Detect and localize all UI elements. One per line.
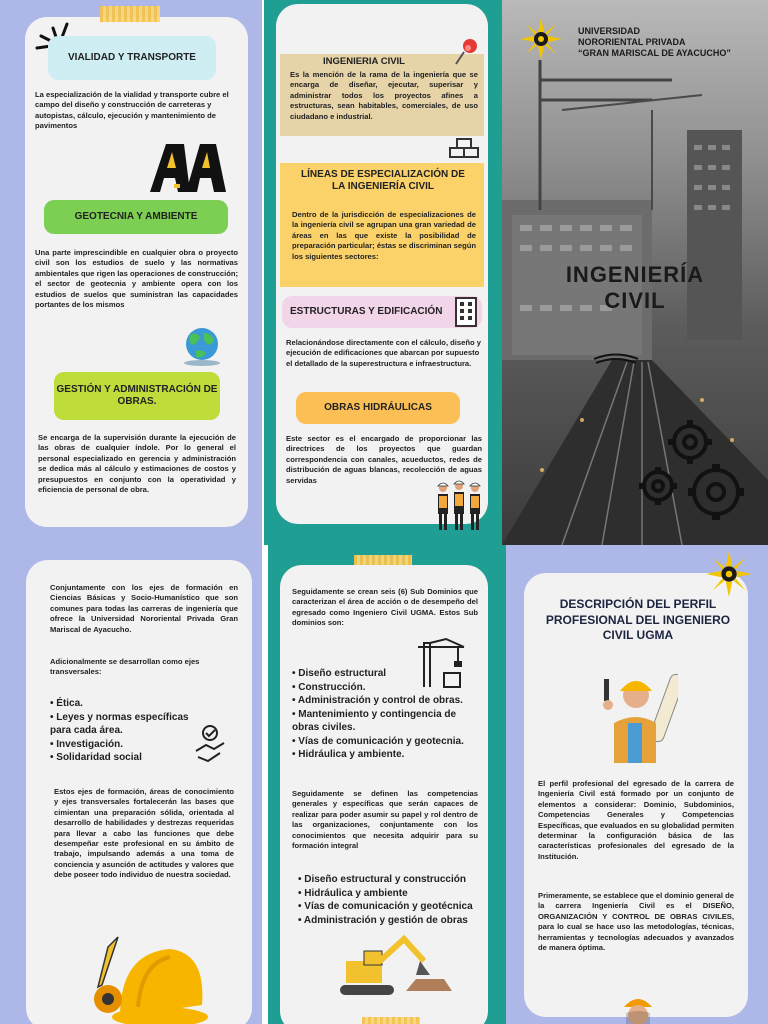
- university-line-2: NORORIENTAL PRIVADA: [578, 37, 686, 47]
- list-item: • Administración y control de obras.: [292, 694, 482, 708]
- university-logo-icon: [706, 551, 752, 597]
- competencies-list: [298, 873, 488, 927]
- list-item: • Solidaridad social: [50, 751, 200, 765]
- geotecnia-label: GEOTECNIA Y AMBIENTE: [44, 200, 228, 234]
- lineas-label: LÍNEAS DE ESPECIALIZACIÓN DE LA INGENIERÍA CIVIL: [301, 169, 465, 192]
- list-item: • Hidráulica y ambiente: [298, 887, 488, 901]
- subdomains-list: [292, 667, 482, 762]
- engineer-icon: [598, 663, 678, 763]
- pushpin-icon: [454, 38, 480, 66]
- list-item: • Diseño estructural y construcción: [298, 873, 488, 887]
- list-item: • Ética.: [50, 697, 200, 711]
- obras-text: Este sector es el encargado de proporcionar las directrices de los proyectos que guardan correspondencia con canales, acueductos, redes de distribución de aguas blancas, recolección de aguas servidas: [286, 434, 482, 485]
- panel-cover: [502, 0, 768, 545]
- estructuras-text: Relacionándose directamente con el cálculo, diseño y ejecución de edificaciones que abarcan por supuesto el detallado de la superestructura e infraestructura.: [286, 338, 481, 368]
- list-item: • Leyes y normas específicas para cada área.: [50, 711, 200, 738]
- globe-icon: [180, 325, 224, 367]
- geotecnia-text: Una parte imprescindible en cualquier obra o proyecto civil son los estudios de suelo y las normativas ambientales que rigen las operaciones de construcción; el sector de geotecnia y ambiente opera con los estudios de suelos que suministran las capacidades portantes de los mismos: [35, 248, 238, 310]
- profile-paragraph-1: El perfil profesional del egresado de la carrera de Ingeniería Civil está formado por un conjunto de elementos a considerar: Dominio, Subdominios, Competencias Generales y Competencias Específicas, que evaluados en su globalidad permiten determinar la configuración básica de las características profesionales del egresado de la Institución.: [538, 779, 734, 861]
- panel-bottom-left: [0, 545, 262, 1024]
- building-icon: [454, 296, 478, 328]
- profile-title: DESCRIPCIÓN DEL PERFIL PROFESIONAL DEL INGENIERO CIVIL UGMA: [545, 597, 731, 642]
- gestion-text: Se encarga de la supervisión durante la ejecución de las obras de cualquier índole. Por lo general el personal especializado en gerencia y administración se dedica más al cálculo y estimaciones de costos y presupuestos en conjunto con la operatividad y eficiencia de personal de obra.: [38, 433, 236, 495]
- obras-label: OBRAS HIDRÁULICAS: [296, 392, 460, 424]
- panel-bottom-middle: [268, 545, 506, 1024]
- excavator-icon: [332, 931, 452, 1003]
- ic-label: INGENIERIA CIVIL: [323, 56, 405, 67]
- formation-paragraph-2: Adicionalmente se desarrollan como ejes transversales:: [50, 657, 200, 677]
- list-item: • Diseño estructural: [292, 667, 482, 681]
- university-line-1: UNIVERSIDAD: [578, 26, 641, 36]
- road-a-icon: [150, 140, 226, 194]
- competencies-paragraph: Seguidamente se definen las competencias generales y específicas que serán capaces de realizar para poder asumir su papel y rol dentro de las organizaciones, conjuntamente con los conocimientos que necesita adquirir para su formación integral: [292, 789, 478, 851]
- estructuras-label: ESTRUCTURAS Y EDIFICACIÓN: [282, 296, 482, 328]
- university-logo-icon: [520, 18, 562, 60]
- worker-head-icon: [618, 991, 658, 1024]
- lineas-text: Dentro de la jurisdicción de especializaciones de la ingeniería civil se agrupan una gran variedad de áreas en las que existe la posibilidad de preparación particular; éstas se discriminan según los siguientes sectores:: [292, 210, 477, 261]
- list-item: • Construcción.: [292, 681, 482, 695]
- vialidad-text: La especialización de la vialidad y transporte cubre el campo del diseño y construcción de carreteras y autopistas, cálculo, ejecución y mantenimiento de pavimentos: [35, 90, 229, 131]
- vialidad-label: VIALIDAD Y TRANSPORTE: [48, 36, 216, 80]
- handshake-icon: [192, 723, 228, 767]
- transversal-list: [50, 697, 200, 765]
- panel-top-middle: [264, 0, 502, 545]
- hat-swirl-icon: [592, 350, 640, 368]
- list-item: • Investigación.: [50, 738, 200, 752]
- list-item: • Vías de comunicación y geotecnia.: [292, 735, 482, 749]
- cover-title-line-2: CIVIL: [604, 288, 666, 313]
- ic-text: Es la mención de la rama de la ingeniería que se encarga de diseñar, ejecutar, superisar y administrar todos los proyectos afines a estructuras, sean habitables, comerciales, de uso ciudadano e industrial.: [290, 70, 478, 121]
- panel-top-left: [0, 0, 262, 545]
- list-item: • Hidráulica y ambiente.: [292, 748, 482, 762]
- university-line-3: “GRAN MARISCAL DE AYACUCHO”: [578, 48, 731, 58]
- formation-paragraph-3: Estos ejes de formación, áreas de conocimiento y ejes transversales fortalecerán las bases que cimientan una preparación sólida, orientada al desarrollo de habilidades y destrezas requeridas para llevar a cabo las funciones que debe desempeñar este profesional en su ámbito de trabajo, impulsando además a una toma de conciencia y asunción de actitudes y valores que debe poseer todo individuo de nuestra sociedad.: [54, 787, 234, 880]
- helmet-icon: [90, 927, 210, 1024]
- panel-bottom-right: [506, 545, 768, 1024]
- list-item: • Vías de comunicación y geotécnica: [298, 900, 488, 914]
- list-item: • Administración y gestión de obras: [298, 914, 488, 928]
- list-item: • Mantenimiento y contingencia de obras civiles.: [292, 708, 482, 735]
- profile-paragraph-2: Primeramente, se establece que el dominio general de la carrera Ingeniería Civil es el DISEÑO, ORGANIZACIÓN Y CONTROL DE OBRAS CIVILES, para lo cual se hace uso las metodologías, técnicas, herramientas y tecnologías adecuados y avanzados de manera óptima.: [538, 891, 734, 953]
- cover-title-line-1: INGENIERÍA: [565, 262, 705, 287]
- tape-decoration: [100, 6, 160, 22]
- bricks-icon: [448, 134, 482, 160]
- formation-paragraph-1: Conjuntamente con los ejes de formación en Ciencias Básicas y Socio-Humanístico que son comunes para todas las carreras de ingeniería que ofrece la Universidad Nororiental Privada Gran Mariscal de Ayacucho.: [50, 583, 238, 634]
- workers-icon: [434, 478, 486, 532]
- subdomains-paragraph: Seguidamente se crean seis (6) Sub Dominios que caracterizan el área de acción o de desempeño del egresado como Ingeniero Civil UGMA. Estos Sub dominios son:: [292, 587, 478, 628]
- gears-icon: [632, 412, 752, 524]
- gestion-label: GESTIÓN Y ADMINISTRACIÓN DE OBRAS.: [54, 372, 220, 420]
- tape-decoration: [362, 1017, 420, 1024]
